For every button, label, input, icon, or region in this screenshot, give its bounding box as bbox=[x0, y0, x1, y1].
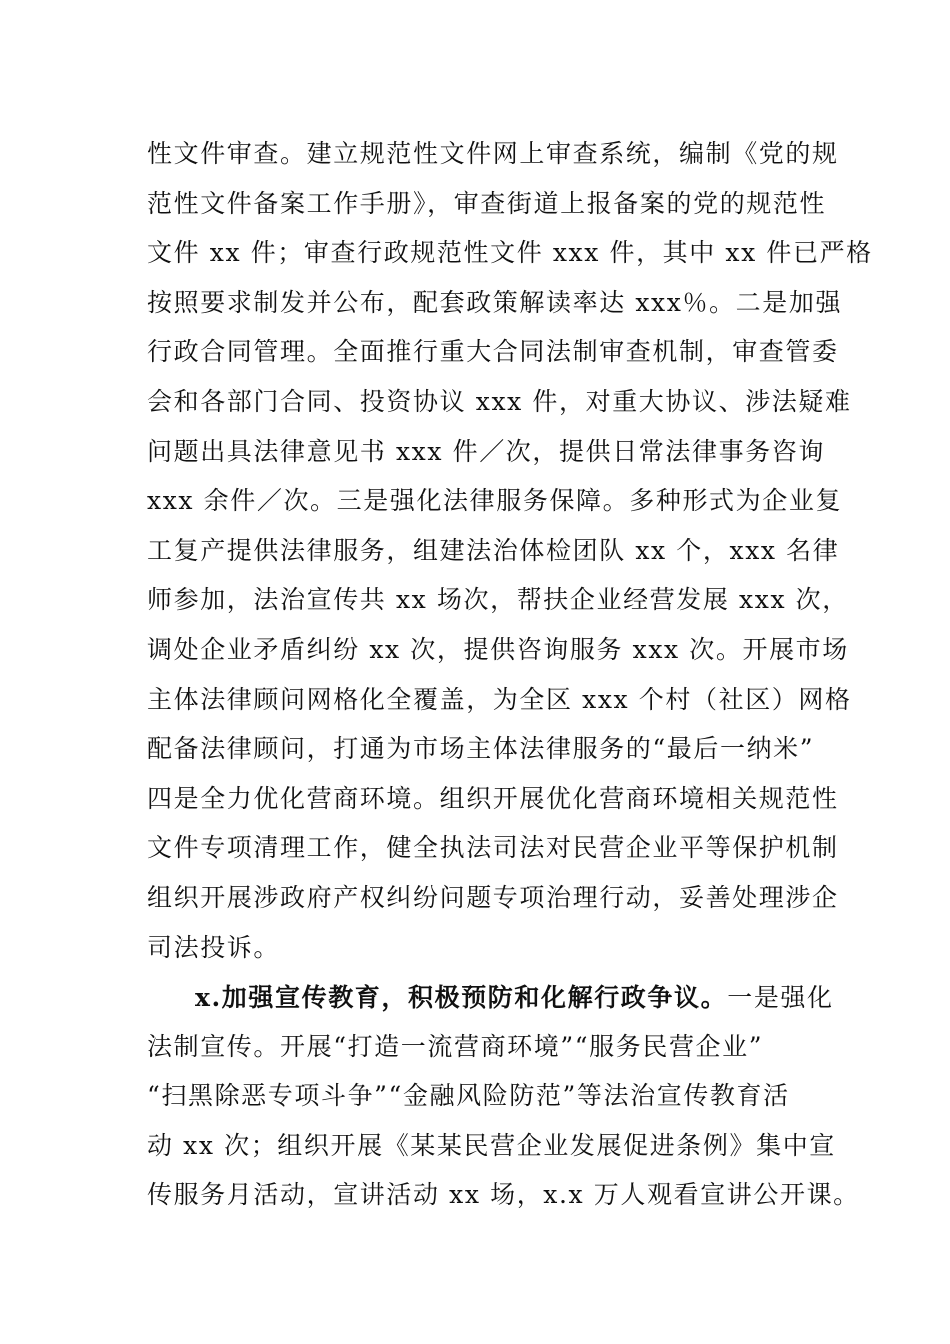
paragraph-1-line: 范性文件备案工作手册》，审查街道上报备案的党的规范性 bbox=[147, 189, 827, 218]
paragraph-2-line: 法制宣传。开展“打造一流营商环境”“服务民营企业” bbox=[147, 1032, 764, 1061]
paragraph-2-first-line bbox=[195, 980, 834, 1016]
paragraph-1-line: 司法投诉。 bbox=[147, 933, 281, 962]
paragraph-2-line: “扫黑除恶专项斗争”“金融风险防范”等法治宣传教育活 bbox=[147, 1081, 790, 1110]
paragraph-1-line: 四是全力优化营商环境。组织开展优化营商环境相关规范性 bbox=[147, 784, 839, 813]
paragraph-1-line: 主体法律顾问网格化全覆盖，为全区 xxx 个村（社区）网格 bbox=[147, 685, 852, 714]
paragraph-1-line: xxx 余件／次。三是强化法律服务保障。多种形式为企业复 bbox=[147, 486, 843, 515]
section-heading: x.加强宣传教育，积极预防和化解行政争议。 bbox=[195, 983, 728, 1012]
paragraph-2-line: 动 xx 次；组织开展《某某民营企业发展促进条例》集中宣 bbox=[147, 1131, 836, 1160]
paragraph-1-line: 文件 xx 件；审查行政规范性文件 xxx 件，其中 xx 件已严格 bbox=[147, 238, 873, 267]
paragraph-2-line: 传服务月活动，宣讲活动 xx 场，x.x 万人观看宣讲公开课。 bbox=[147, 1180, 860, 1209]
paragraph-1-line: 文件专项清理工作，健全执法司法对民营企业平等保护机制 bbox=[147, 833, 839, 862]
paragraph-1-line: 师参加，法治宣传共 xx 场次，帮扶企业经营发展 xxx 次， bbox=[147, 585, 849, 614]
paragraph-1-line: 组织开展涉政府产权纠纷问题专项治理行动，妥善处理涉企 bbox=[147, 883, 839, 912]
paragraph-1-line: 问题出具法律意见书 xxx 件／次，提供日常法律事务咨询 bbox=[147, 437, 825, 466]
section-heading-continuation: 一是强化 bbox=[727, 983, 834, 1012]
paragraph-1-line: 调处企业矛盾纠纷 xx 次，提供咨询服务 xxx 次。开展市场 bbox=[147, 635, 849, 664]
paragraph-1-line: 配备法律顾问，打通为市场主体法律服务的“最后一纳米” bbox=[147, 734, 815, 763]
paragraph-1-line: 工复产提供法律服务，组建法治体检团队 xx 个，xxx 名律 bbox=[147, 536, 840, 565]
paragraph-1-line: 性文件审查。建立规范性文件网上审查系统，编制《党的规 bbox=[147, 139, 839, 168]
paragraph-1-line: 按照要求制发并公布，配套政策解读率达 xxx％。二是加强 bbox=[147, 288, 843, 317]
paragraph-1-line: 行政合同管理。全面推行重大合同法制审查机制，审查管委 bbox=[147, 337, 839, 366]
paragraph-1-line: 会和各部门合同、投资协议 xxx 件，对重大协议、涉法疑难 bbox=[147, 387, 852, 416]
